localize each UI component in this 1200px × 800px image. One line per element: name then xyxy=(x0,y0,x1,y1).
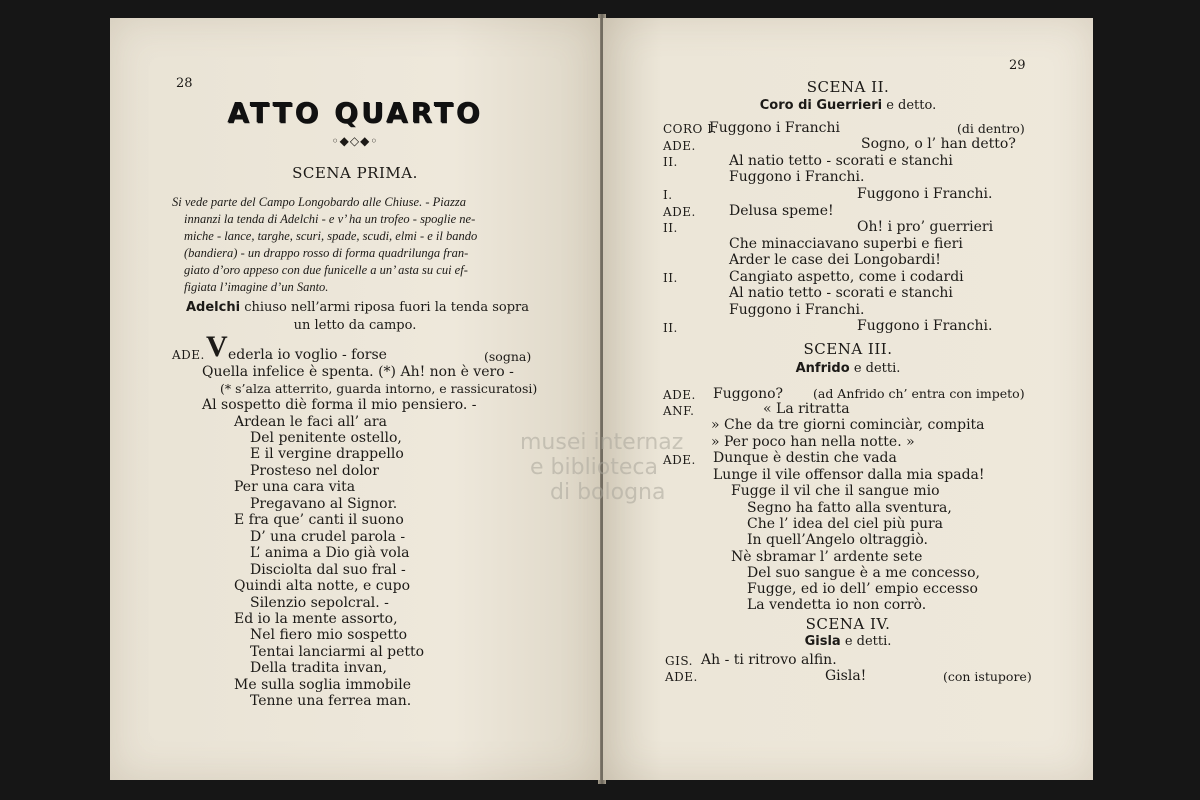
stage-direction-line: giato d’oro appeso con due funicelle a un’ asta su cui ef- xyxy=(184,263,468,277)
act-title: ATTO QUARTO xyxy=(227,96,483,129)
character-name: Adelchi xyxy=(186,300,241,315)
verse-line: Ah - ti ritrovo alfin. xyxy=(701,652,837,668)
scene-title: SCENA IV. xyxy=(805,615,891,633)
verse-line: Ardean le faci all’ ara xyxy=(234,414,387,430)
verse-line: E fra que’ canti il suono xyxy=(234,512,404,528)
stage-direction-line: innanzi la tenda di Adelchi - e v’ ha un trofeo - spoglie ne- xyxy=(184,212,476,226)
verse-line: Fuggono i Franchi xyxy=(709,120,841,136)
verse-line: Fuggono i Franchi. xyxy=(729,169,865,185)
character-note-text: chiuso nell’armi riposa fuori la tenda sopra xyxy=(244,300,530,315)
stage-aside: (* s’alza atterrito, guarda intorno, e rassicuratosi) xyxy=(220,381,538,396)
verse-line: Delusa speme! xyxy=(729,203,834,219)
scene-title: SCENA III. xyxy=(803,340,893,358)
speaker-label: ADE. xyxy=(663,388,696,402)
verse-line: » Per poco han nella notte. » xyxy=(711,434,915,450)
verse-line: « La ritratta xyxy=(763,401,850,417)
verse-line: Gisla! xyxy=(825,668,867,684)
verse-line: E il vergine drappello xyxy=(250,446,404,462)
cast-name: Gisla xyxy=(804,634,841,649)
verse-line: Dunque è destin che vada xyxy=(713,450,897,466)
verse-line: D’ una crudel parola - xyxy=(250,529,406,545)
scene-cast xyxy=(603,98,1093,113)
verse-line: Silenzio sepolcral. - xyxy=(250,595,389,611)
verse-line: Al sospetto diè forma il mio pensiero. - xyxy=(202,397,477,413)
watermark-line: e biblioteca xyxy=(530,455,658,480)
verse-line: Ed io la mente assorto, xyxy=(234,611,398,627)
verse-line: Arder le case dei Longobardi! xyxy=(729,252,941,268)
verse-line: Fugge, ed io dell’ empio eccesso xyxy=(747,581,978,597)
stage-direction-line: (bandiera) - un drappo rosso di forma quadrilunga fran- xyxy=(184,246,469,260)
verse-line: La vendetta io non corrò. xyxy=(747,597,927,613)
verse-line: Nel fiero mio sospetto xyxy=(250,627,408,643)
verse-line: ederla io voglio - forse xyxy=(228,347,387,363)
stage-aside: (con istupore) xyxy=(943,669,1032,684)
page-number-right: 29 xyxy=(1009,58,1026,73)
cast-name: Anfrido xyxy=(795,361,850,376)
verse-line: Che minacciavano superbi e fieri xyxy=(729,236,963,252)
verse-line: Fuggono i Franchi. xyxy=(729,302,865,318)
verse-line: Fugge il vil che il sangue mio xyxy=(731,483,940,499)
scene-title: SCENA PRIMA. xyxy=(292,164,418,182)
scene-title: SCENA II. xyxy=(806,78,890,96)
speaker-label: II. xyxy=(663,271,678,285)
verse-line: Del penitente ostello, xyxy=(250,430,402,446)
stage-direction-line: Si vede parte del Campo Longobardo alle Chiuse. - Piazza xyxy=(172,195,466,209)
ornament-divider: ◦◆◇◆◦ xyxy=(331,134,379,148)
verse-line: Prosteso nel dolor xyxy=(250,463,379,479)
verse-line: Me sulla soglia immobile xyxy=(234,677,412,693)
verse-line: Fuggono i Franchi. xyxy=(857,318,993,334)
watermark-line: musei internaz xyxy=(520,430,684,455)
speaker-label: II. xyxy=(663,155,678,169)
speaker-label: ADE. xyxy=(663,139,696,153)
verse-line: Per una cara vita xyxy=(234,479,356,495)
cast-rest: e detti. xyxy=(853,361,901,376)
speaker-label: ADE. xyxy=(172,348,205,362)
right-page xyxy=(603,18,1093,780)
verse-line: L’ anima a Dio già vola xyxy=(250,545,410,561)
stage-direction xyxy=(172,194,477,296)
cast-rest: e detto. xyxy=(886,98,937,113)
verse-line: Fuggono i Franchi. xyxy=(857,186,993,202)
verse-line: Quindi alta notte, e cupo xyxy=(234,578,410,594)
character-note-line2: un letto da campo. xyxy=(293,318,417,333)
verse-line: Segno ha fatto alla sventura, xyxy=(747,500,952,516)
verse-line: Nè sbramar l’ ardente sete xyxy=(731,549,923,565)
verse-line: Della tradita invan, xyxy=(250,660,388,676)
speaker-label: ADE. xyxy=(663,453,696,467)
speaker-label: II. xyxy=(663,221,678,235)
speaker-label: II. xyxy=(663,321,678,335)
verse-line: Sogno, o l’ han detto? xyxy=(861,136,1016,152)
verse-line: Pregavano al Signor. xyxy=(250,496,398,512)
cast-rest: e detti. xyxy=(844,634,892,649)
drop-cap: V xyxy=(206,330,228,363)
verse-line: Tentai lanciarmi al petto xyxy=(250,644,425,660)
speaker-label: I. xyxy=(663,188,673,202)
speaker-label: GIS. xyxy=(665,654,693,668)
scene-cast xyxy=(603,634,1093,649)
verse-line: Cangiato aspetto, come i codardi xyxy=(729,269,964,285)
page-number-left: 28 xyxy=(176,76,193,91)
stage-aside: (di dentro) xyxy=(957,121,1025,136)
verse-line: Al natio tetto - scorati e stanchi xyxy=(729,153,953,169)
left-page xyxy=(110,18,600,780)
stage-aside: (sogna) xyxy=(484,349,532,364)
scene-cast xyxy=(603,361,1093,376)
watermark-line: di bologna xyxy=(550,480,666,505)
verse-line: Che l’ idea del ciel più pura xyxy=(747,516,943,532)
character-note xyxy=(186,300,529,315)
stage-direction-line: figiata l’imagine d’un Santo. xyxy=(184,280,329,294)
verse-line: » Che da tre giorni cominciàr, compita xyxy=(711,417,985,433)
verse-line: Quella infelice è spenta. (*) Ah! non è vero - xyxy=(202,364,514,380)
speaker-label: ADE. xyxy=(663,205,696,219)
verse-line: Al natio tetto - scorati e stanchi xyxy=(729,285,953,301)
verse-line: Tenne una ferrea man. xyxy=(250,693,412,709)
verse-line: Lunge il vile offensor dalla mia spada! xyxy=(713,467,985,483)
stage-direction-line: miche - lance, targhe, scuri, spade, scudi, elmi - e il bando xyxy=(184,229,478,243)
verse-line: In quell’Angelo oltraggiò. xyxy=(747,532,929,548)
speaker-label: ANF. xyxy=(663,404,695,418)
verse-line: Del suo sangue è a me concesso, xyxy=(747,565,980,581)
museum-watermark xyxy=(520,430,683,505)
verse-line: Oh! i pro’ guerrieri xyxy=(857,219,994,235)
verse-line: Disciolta dal suo fral - xyxy=(250,562,406,578)
verse-line: Fuggono? xyxy=(713,386,784,402)
cast-name: Coro di Guerrieri xyxy=(759,98,883,113)
speaker-label: ADE. xyxy=(665,670,698,684)
stage-aside: (ad Anfrido ch’ entra con impeto) xyxy=(813,386,1025,401)
speaker-label: CORO I. xyxy=(663,122,717,136)
